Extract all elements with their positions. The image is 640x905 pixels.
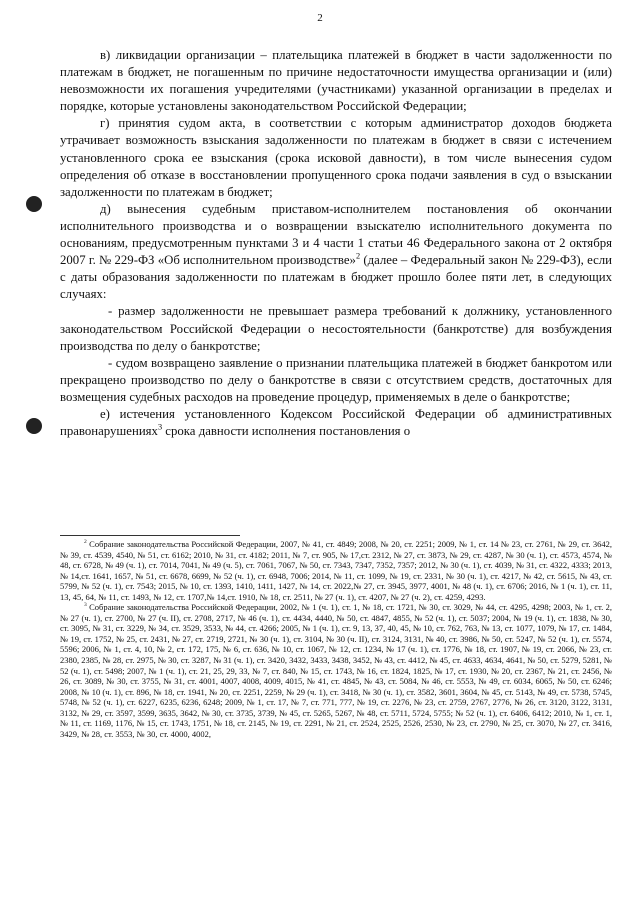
paragraph-v: в) ликвидации организации – плательщика платежей в бюджет в части задолженности по платежам в бюджет, не погашенным по причине недостаточности имущества организации и (или) невозможности их погашения учредителями (участниками) указанной организации в пределах и порядке, которые установлены законодательством Российской Федерации;	[60, 48, 612, 114]
paragraph-d	[60, 201, 612, 304]
footnote-ref: 2	[355, 251, 361, 261]
main-text	[60, 47, 612, 440]
dash-item: - судом возвращено заявление о признании плательщика платежей в бюджет банкротом или прекращено производство по делу о банкротстве в связи с отсутствием средств, достаточных для возмещения судебных расходов на проведение процедур, применяемых в деле о банкротстве;	[60, 355, 612, 404]
footnote-text: Собрание законодательства Российской Федерации, 2007, № 41, ст. 4849; 2008, № 20, ст. 2251; 2009, № 1, ст. 14 № 23, ст. 2761, № 29, ст. 3642, № 39, ст. 4539, 4540, № 51, ст. 6162; 2010, № 31, ст. 4182; 2011, № 7, ст. 905, № 17,ст. 2312, № 27, ст. 3873, № 29, ст. 4287, № 30 (ч. 1), ст. 4573, 4574, № 48, ст. 6728, № 49 (ч. 1), ст. 7014, 7041, № 49 (ч. 5), ст. 7061, 7067, № 50, ст. 7343, 7347, 7352, 7357; 2012, № 30 (ч. 1), ст. 4039, № 31, ст. 4322, 4333; 2013, № 14,ст. 1641, 1657, № 51, ст. 6678, 6699, № 52 (ч. 1), ст. 6948, 7006; 2014, № 11, ст. 1099, № 19, ст. 2331, № 30 (ч. 1), ст. 4217, № 42, ст. 5615, № 43, ст. 5799, № 52 (ч. 1), ст. 7543; 2015, № 10, ст. 1393, 1410, 1411, 1427, № 14, ст. 2022,№ 27, ст. 3945, 3977, 4001, № 48 (ч. 1), ст. 6706; 2016, № 1 (ч. 1), ст. 11, 13, 45, 64, № 11, ст. 1493, № 12, ст. 1707,№ 14,ст. 1910, № 18, ст. 2511, № 27 (ч. 1), ст. 4207, № 27 (ч. 2), ст. 4259, 4293.	[60, 539, 612, 602]
page-number: 2	[317, 12, 323, 24]
paragraph-d-text-cont: (далее – Федеральный закон № 229-ФЗ), если с даты образования задолженности по платежам в бюджет прошло более пяти лет, в следующих случаях:	[60, 253, 613, 302]
footnotes	[60, 535, 612, 739]
footnote	[60, 602, 612, 739]
footnote	[60, 539, 612, 602]
punch-hole-mark	[26, 196, 42, 212]
footnote-mark: 3	[84, 602, 87, 609]
footnote-mark: 2	[84, 539, 87, 546]
footnote-divider	[60, 535, 240, 536]
footnote-ref: 3	[157, 422, 163, 432]
paragraph-e-text: е) истечения установленного Кодексом Российской Федерации об административных правонарушениях	[60, 406, 612, 439]
paragraph-e	[60, 406, 612, 440]
footnote-text: Собрание законодательства Российской Федерации, 2002, № 1 (ч. 1), ст. 1, № 18, ст. 1721, № 30, ст. 3029, № 44, ст. 4295, 4298; 2003, № 1, ст. 2, № 27 (ч. 1), ст. 2700, № 27 (ч. II), ст. 2708, 2717, № 46 (ч. 1), ст. 4434, 4440, № 50, ст. 4847, 4855, № 52 (ч. 1), ст. 5037; 2004, № 19 (ч. 1), ст. 1838, № 30, ст. 3095, № 31, ст. 3229, № 34, ст. 3529, 3533, № 44, ст. 4266; 2005, № 1 (ч. 1), ст. 9, 13, 37, 40, 45, № 10, ст. 762, 763, № 13, ст. 1077, 1079, № 17, ст. 1484, № 19, ст. 1752, № 25, ст. 2431, № 27, ст. 2719, 2721, № 30 (ч. 1), ст. 3104, № 30 (ч. II), ст. 3124, 3131, № 40, ст. 3986, № 50, ст. 5247, № 52 (ч. 1), ст. 5574, 5596; 2006, № 1, ст. 4, 10, № 2, ст. 172, 175, № 6, ст. 636, № 10, ст. 1067, № 12, ст. 1234, № 17 (ч. 1), ст. 1776, № 18, ст. 1907, № 19, ст. 2066, № 23, ст. 2380, 2385, № 28, ст. 2975, № 30, ст. 3287, № 31 (ч. 1), ст. 3420, 3432, 3433, 3438, 3452, № 43, ст. 4412, № 45, ст. 4633, 4634, 4641, № 50, ст. 5279, 5281, № 52 (ч. 1), ст. 5498; 2007, № 1 (ч. 1), ст. 21, 25, 29, 33, № 7, ст. 840, № 15, ст. 1743, № 16, ст. 1824, 1825, № 17, ст. 1930, № 20, ст. 2367, № 21, ст. 2456, № 26, ст. 3089, № 30, ст. 3755, № 31, ст. 4001, 4007, 4008, 4009, 4015, № 41, ст. 4845, № 43, ст. 5084, № 46, ст. 5553, № 49, ст. 6034, 6065, № 50, ст. 6246; 2008, № 10 (ч. 1), ст. 896, № 18, ст. 1941, № 20, ст. 2251, 2259, № 29 (ч. 1), ст. 3418, № 30 (ч. 1), ст. 3582, 3601, 3604, № 45, ст. 5143, № 49, ст. 5738, 5745, 5748, № 52 (ч. 1), ст. 6227, 6235, 6236, 6248; 2009, № 1, ст. 17, № 7, ст. 771, 777, № 19, ст. 2276, № 23, ст. 2759, 2767, 2776, № 26, ст. 3120, 3122, 3131, 3132, № 29, ст. 3597, 3599, 3635, 3642, № 30, ст. 3735, 3739, № 45, ст. 5265, 5267, № 48, ст. 5711, 5724, 5755; № 52 (ч. 1), ст. 6406, 6412; 2010, № 1, ст. 1, № 11, ст. 1169, 1176, № 15, ст. 1743, 1751, № 18, ст. 2145, № 19, ст. 2291, № 21, ст. 2524, 2525, 2526, 2530, № 23, ст. 2790, № 25, ст. 3070, № 27, ст. 3416, 3429, № 28, ст. 3553, № 30, ст. 4000, 4002,	[60, 602, 612, 739]
paragraph-d-text: д) вынесения судебным приставом-исполнителем постановления об окончании исполнительного производства и о возвращении взыскателю исполнительного документа по основаниям, предусмотренным пунктами 3 и 4 части 1 статьи 46 Федерального закона от 2 октября 2007 г. № 229-ФЗ «Об исполнительном производстве»	[60, 201, 612, 268]
punch-hole-mark	[26, 418, 42, 434]
paragraph-e-text-cont: срока давности исполнения постановления о	[162, 424, 411, 439]
paragraph-g: г) принятия судом акта, в соответствии с которым администратор доходов бюджета утрачивает возможность взыскания задолженности по платежам в бюджет в связи с истечением установленного срока ее взыскания (срока исковой давности), в том числе вынесения судом определения об отказе в восстановлении пропущенного срока подачи заявления в суд о взыскании задолженности по платежам в бюджет;	[60, 116, 612, 199]
dash-item: - размер задолженности не превышает размера требований к должнику, установленного законодательством Российской Федерации о несостоятельности (банкротстве) для возбуждения производства по делу о банкротстве;	[60, 304, 612, 353]
